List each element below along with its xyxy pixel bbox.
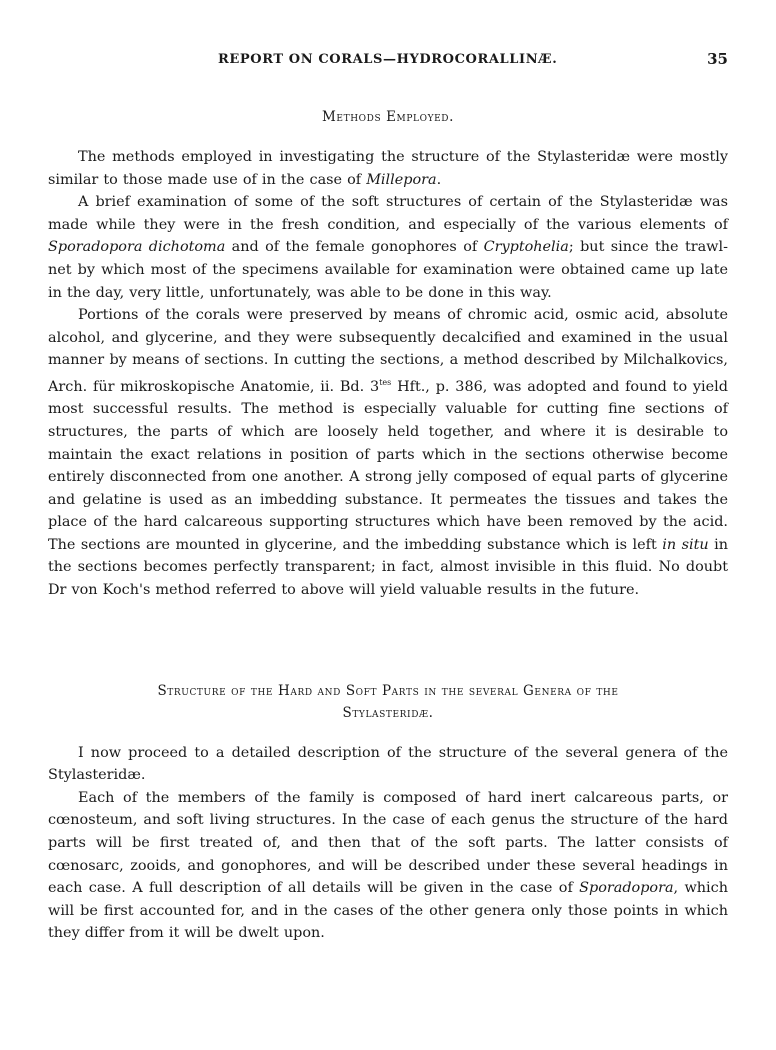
section-heading-line: Structure of the Hard and Soft Parts in the several Genera of the bbox=[157, 682, 619, 699]
genus-name: Sporadopora bbox=[579, 880, 674, 897]
text-run: in the sections becomes perfectly transparent; in fact, almost invisible in this fluid. No doubt Dr von Koch's method referred to above will yield valuable results in the future. bbox=[48, 536, 728, 599]
paragraph bbox=[48, 191, 728, 304]
text-run: A brief examination of some of the soft structures of certain of the Stylasteridæ was made while they were in the fresh condition, and especially of the various elements of bbox=[48, 194, 728, 233]
section-methods-body bbox=[48, 146, 728, 602]
text-run: Each of the members of the family is composed of hard inert calcareous parts, or cœnosteum, and soft living structures. In the case of each genus the structure of the hard parts will be first treated of, and then that of the soft parts. The latter consists of cœnosarc, zooids, and gonophores, and will be described under these several headings in each case. A full description of all details will be given in the case of bbox=[48, 789, 728, 897]
genus-name: Millepora bbox=[366, 171, 437, 188]
section-heading-methods: Methods Employed. bbox=[322, 109, 454, 125]
section-heading-line: Stylasteridæ. bbox=[342, 704, 434, 721]
latin-phrase: in situ bbox=[662, 536, 709, 553]
paragraph: I now proceed to a detailed description of the structure of the several genera of the Stylasteridæ. bbox=[48, 744, 728, 784]
section-heading-structure bbox=[48, 680, 728, 724]
species-name: Sporadopora dichotoma bbox=[48, 239, 226, 256]
paragraph bbox=[48, 304, 728, 602]
superscript: tes bbox=[379, 377, 392, 387]
page-number: 35 bbox=[707, 50, 728, 68]
text-run: Hft., p. 386, was adopted and found to yield most successful results. The method is especially valuable for cutting fine sections of structures, the parts of which are loosely held together, and where it is desirable to maintain the exact relations in position of parts which in the sections otherwise become entirely disconnected from one another. A strong jelly composed of equal parts of glycerine and gelatine is used as an imbedding substance. It permeates the tissues and takes the place of the hard calcareous supporting structures which have been removed by the acid. The sections are mounted in glycerine, and the imbedding substance which is left bbox=[48, 378, 728, 553]
text-run: The methods employed in investigating the structure of the Stylasteridæ were mostly similar to those made use of in the case of bbox=[48, 149, 728, 188]
text-run: . bbox=[436, 171, 442, 188]
genus-name: Cryptohelia bbox=[483, 239, 569, 256]
running-header bbox=[48, 40, 728, 66]
text-run: and of the female gonophores of bbox=[225, 239, 484, 256]
paragraph bbox=[48, 146, 728, 191]
text-run: ; but since the trawl-net by which most of the specimens available for examination were obtained came up late in the day, very little, unfortunately, was able to be done in this way. bbox=[48, 239, 728, 301]
running-title: REPORT ON CORALS—HYDROCORALLINÆ. bbox=[218, 52, 558, 67]
section-structure-body bbox=[48, 742, 728, 945]
page bbox=[48, 40, 728, 945]
text-run: , which will be first accounted for, and in the cases of the other genera only those points in which they differ from it will be dwelt upon. bbox=[48, 880, 728, 942]
text-run: Portions of the corals were preserved by means of chromic acid, osmic acid, absolute alcohol, and glycerine, and they were subsequently decalcified and examined in the usual manner by means of sections. In cutting the sections, a method described by Milchalkovics, Arch. für mikroskopische Anatomie, ii. Bd. 3 bbox=[48, 307, 728, 395]
paragraph bbox=[48, 787, 728, 945]
